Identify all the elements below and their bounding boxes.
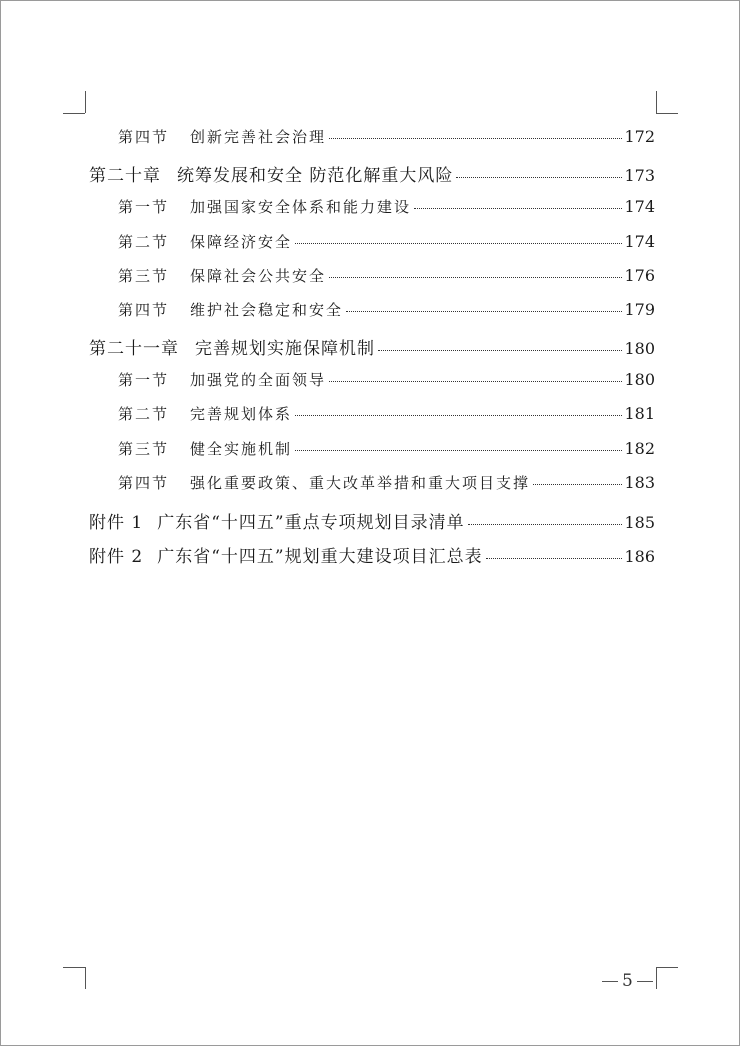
page-number-dash-right xyxy=(637,981,653,982)
toc-entry-page: 181 xyxy=(624,404,655,423)
toc-entry-page: 182 xyxy=(624,439,655,458)
toc-entry[interactable] xyxy=(118,403,655,424)
toc-entry-title: 加强国家安全体系和能力建设 xyxy=(190,198,412,216)
toc-entry-number: 第四节 xyxy=(118,474,170,492)
toc-entry-page: 180 xyxy=(624,339,655,358)
toc-entry-title: 广东省“十四五”规划重大建设项目汇总表 xyxy=(157,547,483,567)
toc-entry[interactable] xyxy=(118,472,655,493)
toc-entry-number: 第一节 xyxy=(118,371,170,389)
toc-entry[interactable] xyxy=(89,508,655,533)
dot-leader xyxy=(456,176,622,178)
page-number-value: 5 xyxy=(622,971,633,991)
dot-leader xyxy=(378,349,622,351)
toc-entry[interactable] xyxy=(118,231,655,252)
dot-leader xyxy=(468,523,623,525)
toc-entry[interactable] xyxy=(118,126,655,147)
toc-entry-title: 创新完善社会治理 xyxy=(190,128,327,146)
toc-entry-page: 176 xyxy=(624,266,655,285)
dot-leader xyxy=(295,414,622,416)
toc-entry-number: 第二节 xyxy=(118,405,170,423)
toc-entry-number: 第一节 xyxy=(118,198,170,216)
toc-entry[interactable] xyxy=(89,542,655,567)
toc-entry-page: 186 xyxy=(624,547,655,566)
toc-entry-page: 180 xyxy=(624,370,655,389)
toc-entry[interactable] xyxy=(118,369,655,390)
toc-entry-title: 维护社会稳定和安全 xyxy=(190,301,344,319)
toc-entry-page: 173 xyxy=(624,166,655,185)
toc-entry-title: 保障经济安全 xyxy=(190,233,293,251)
toc-entry-number: 第四节 xyxy=(118,128,170,146)
toc-entry-page: 183 xyxy=(624,473,655,492)
dot-leader xyxy=(346,310,622,312)
toc-entry-number: 附件 2 xyxy=(89,547,144,567)
toc-entry-number: 第三节 xyxy=(118,267,170,285)
toc-entry[interactable] xyxy=(118,196,655,217)
toc-entry[interactable] xyxy=(118,265,655,286)
dot-leader xyxy=(295,242,622,244)
toc-entry[interactable] xyxy=(118,438,655,459)
toc-entry-title: 广东省“十四五”重点专项规划目录清单 xyxy=(157,513,465,533)
toc-entry-title: 完善规划体系 xyxy=(190,405,293,423)
toc-entry-title: 强化重要政策、重大改革举措和重大项目支撑 xyxy=(190,474,531,492)
toc-entry-number: 第三节 xyxy=(118,440,170,458)
dot-leader xyxy=(295,449,622,451)
dot-leader xyxy=(329,137,622,139)
page-number-dash-left xyxy=(602,981,618,982)
dot-leader xyxy=(329,380,622,382)
toc-entry-title: 统筹发展和安全 防范化解重大风险 xyxy=(177,166,454,186)
toc-entry-title: 健全实施机制 xyxy=(190,440,293,458)
dot-leader xyxy=(486,557,623,559)
dot-leader xyxy=(414,207,622,209)
toc-entry-number: 第四节 xyxy=(118,301,170,319)
dot-leader xyxy=(329,276,622,278)
toc-entry-title: 加强党的全面领导 xyxy=(190,371,327,389)
dot-leader xyxy=(533,483,622,485)
page-number xyxy=(598,971,657,991)
toc-entry-number: 第二十章 xyxy=(89,166,161,186)
toc-entry[interactable] xyxy=(89,334,655,359)
toc-entry-number: 附件 1 xyxy=(89,513,144,533)
toc-entry-page: 185 xyxy=(624,513,655,532)
toc-entry[interactable] xyxy=(89,161,655,186)
toc-entry[interactable] xyxy=(118,299,655,320)
toc-entry-page: 179 xyxy=(624,300,655,319)
toc-entry-page: 174 xyxy=(624,197,655,216)
toc-entry-number: 第二节 xyxy=(118,233,170,251)
toc-entry-title: 保障社会公共安全 xyxy=(190,267,327,285)
toc-entry-page: 172 xyxy=(624,127,655,146)
toc-entry-number: 第二十一章 xyxy=(89,339,179,359)
toc-entry-page: 174 xyxy=(624,232,655,251)
toc-entry-title: 完善规划实施保障机制 xyxy=(195,339,375,359)
